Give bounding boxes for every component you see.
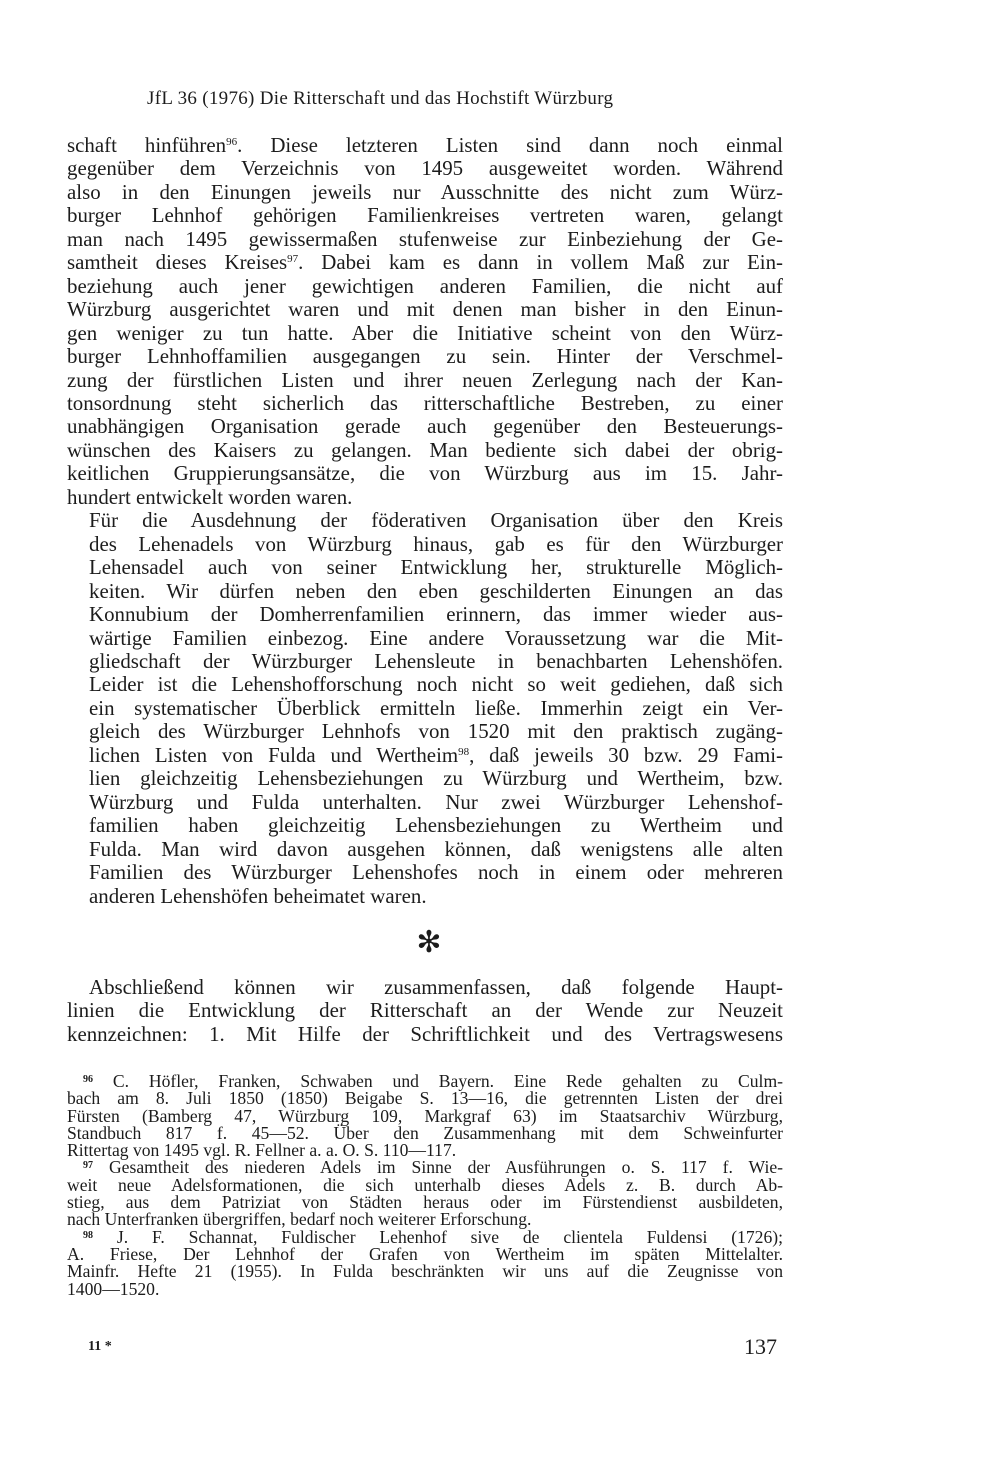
text-line [67,627,783,650]
footnote-number: 96 [83,1074,93,1085]
footnote-98 [67,1226,783,1299]
text-line [67,298,783,321]
footnote-text: bach am 8. Juli 1850 (1850) Beigabe S. 13—16, die getrennten Listen der drei [67,1088,783,1109]
footnote-text: Rittertag von 1495 vgl. R. Fellner a. a. O. S. 110—117. [67,1140,457,1161]
text-segment: Fulda. Man wird davon ausgehen können, daß wenigstens alle alten [89,836,783,861]
text-segment: burger Lehnhoffamilien ausgegangen zu sein. Hinter der Verschmel- [67,344,783,369]
text-segment: Lehensadel auch von seiner Entwicklung her, strukturelle Möglich- [89,555,783,580]
footnote-number: 97 [83,1160,93,1172]
footnote-text: J. F. Schannat, Fuldischer Lehenhof sive de clientela Fuldensi (1726); [116,1226,783,1247]
footnote-line [67,1278,783,1299]
text-segment: keiten. Wir dürfen neben den eben geschilderten Einungen an das [89,578,783,603]
text-line [67,251,783,274]
text-line [67,486,783,509]
text-line: kennzeichnen: 1. Mit Hilfe der Schriftlichkeit und des Vertragswesens [67,1021,783,1046]
text-segment: wärtige Familien einbezog. Eine andere Voraussetzung war die Mit- [89,625,783,650]
text-line [67,204,783,227]
footnote-number: 98 [83,1229,93,1241]
text-line [67,720,783,743]
text-line [67,650,783,673]
footnote-text: A. Friese, Der Lehnhof der Grafen von Wertheim im späten Mittelalter. [67,1243,783,1264]
text-line [67,181,783,204]
footnote-text: weit neue Adelsformationen, die sich unterhalb dieses Adels z. B. durch Ab- [67,1174,783,1195]
text-line [67,275,783,298]
text-line [67,533,783,556]
text-segment: unabhängigen Organisation gerade auch gegenüber den Besteuerungs- [67,414,783,439]
footnote-96 [67,1073,783,1159]
text-segment: samtheit dieses Kreises [67,250,288,275]
text-line [67,767,783,790]
text-line [67,814,783,837]
text-segment: burger Lehnhof gehörigen Familienkreises vertreten waren, gelangt [67,203,783,228]
text-line [67,345,783,368]
text-line [67,439,783,462]
text-line [67,697,783,720]
text-line [67,556,783,579]
footnote-reference[interactable]: 98 [458,745,470,758]
text-line [67,673,783,696]
text-segment: keitlichen Gruppierungsansätze, die von Würzburg aus im 15. Jahr- [67,461,783,486]
text-segment: Für die Ausdehnung der föderativen Organisation über den Kreis [89,508,783,533]
signature-mark: 11 * [88,1339,112,1354]
footnote-text: Gesamtheit des niederen Adels im Sinne der Ausführungen o. S. 117 f. Wie- [108,1157,784,1178]
section-asterism: ✻ [416,926,442,959]
text-line [67,462,783,485]
text-segment: zung der fürstlichen Listen und ihrer neuen Zerlegung nach der Kan- [67,367,783,392]
text-segment: anderen Lehenshöfen beheimatet waren. [89,883,427,908]
text-line [67,134,783,157]
text-segment: lichen Listen von Fulda und Wertheim [89,742,459,767]
text-segment: schaft hinführen [67,133,227,157]
text-line [67,369,783,392]
text-segment: . Dabei kam es dann in vollem Maß zur Ein- [298,250,783,275]
text-segment: gegenüber dem Verzeichnis von 1495 ausgeweitet worden. Während [67,156,783,181]
conclusion-paragraph [67,976,783,1046]
footnote-reference[interactable]: 97 [287,253,299,266]
main-text [67,134,783,908]
text-segment: Familien des Würzburger Lehenshofes noch in einem oder mehreren [89,860,783,885]
text-line [67,791,783,814]
text-segment: also in den Einungen jeweils nur Ausschnitte des nicht zum Würz- [67,179,783,204]
text-line [67,322,783,345]
text-segment: man nach 1495 gewissermaßen stufenweise zur Einbeziehung der Ge- [67,226,783,251]
footnote-text: Fürsten (Bamberg 47, Würzburg 109, Markgraf 63) im Staatsarchiv Würzburg, [67,1105,783,1126]
text-segment: . Diese letzteren Listen sind dann noch einmal [237,133,783,157]
footnote-text: 1400—1520. [67,1278,160,1299]
footnote-97 [67,1159,783,1228]
text-line [67,415,783,438]
text-segment: ein systematischer Überblick ermitteln ließe. Immerhin zeigt ein Ver- [89,695,783,720]
text-segment: gliedschaft der Würzburger Lehensleute in benachbarten Lehenshöfen. [89,648,783,673]
text-line [67,838,783,861]
paragraph-1 [67,134,783,509]
text-line [67,157,783,180]
text-line [67,885,783,908]
footnote-text: Mainfr. Hefte 21 (1955). In Fulda beschränkten wir uns auf die Zeugnisse von [67,1261,783,1282]
text-line [67,603,783,626]
text-line: linien die Entwicklung der Ritterschaft an der Wende zur Neuzeit [67,998,783,1023]
text-segment: , daß jeweils 30 bzw. 29 Fami- [469,742,783,767]
footnote-text: stieg, aus dem Patriziat von Städten heraus oder im Fürstendienst ausbildeten, [67,1192,783,1213]
text-segment: beziehung auch jener gewichtigen anderen Familien, die nicht auf [67,273,783,298]
text-segment: gleich des Würzburger Lehnhofs von 1520 mit den praktisch zugäng- [89,719,783,744]
footnote-text: C. Höfler, Franken, Schwaben und Bayern. Eine Rede gehalten zu Culm- [112,1071,783,1091]
page-number: 137 [744,1334,777,1359]
footnotes-section [67,1073,783,1298]
text-segment: Würzburg ausgerichtet waren und mit denen man bisher in den Einun- [67,297,783,322]
footnote-reference[interactable]: 96 [226,136,238,148]
footnote-text: Standbuch 817 f. 45—52. Über den Zusammenhang mit dem Schweinfurter [67,1122,783,1143]
text-segment: Würzburg und Fulda unterhalten. Nur zwei Würzburger Lehenshof- [89,789,783,814]
text-line [67,861,783,884]
text-line [67,392,783,415]
footnote-text: nach Unterfranken übergriffen, bedarf noch weiterer Erforschung. [67,1209,532,1230]
text-segment: hundert entwickelt worden waren. [67,484,353,509]
text-segment: gen weniger zu tun hatte. Aber die Initiative scheint von den Würz- [67,320,783,345]
text-segment: lien gleichzeitig Lehensbeziehungen zu Würzburg und Wertheim, bzw. [89,766,783,791]
text-segment: tonsordnung steht sicherlich das ritterschaftliche Bestreben, zu einer [67,390,783,415]
paragraph-2 [67,509,783,908]
text-segment: familien haben gleichzeitig Lehensbeziehungen zu Wertheim und [89,813,783,838]
text-segment: des Lehenadels von Würzburg hinaus, gab es für den Würzburger [89,531,783,556]
text-segment: wünschen des Kaisers zu gelangen. Man bediente sich dabei der obrig- [67,437,783,462]
text-line [67,228,783,251]
text-line: Abschließend können wir zusammenfassen, daß folgende Haupt- [89,975,783,999]
text-line [67,580,783,603]
footnote-line [67,1263,783,1280]
text-line [67,744,783,767]
text-segment: Leider ist die Lehenshofforschung noch nicht so weit gediehen, daß sich [89,672,783,697]
running-header: JfL 36 (1976) Die Ritterschaft und das Hochstift Würzburg [147,88,614,109]
text-line [67,509,783,532]
text-segment: Konnubium der Domherrenfamilien erinnern, das immer wieder aus- [89,602,783,627]
